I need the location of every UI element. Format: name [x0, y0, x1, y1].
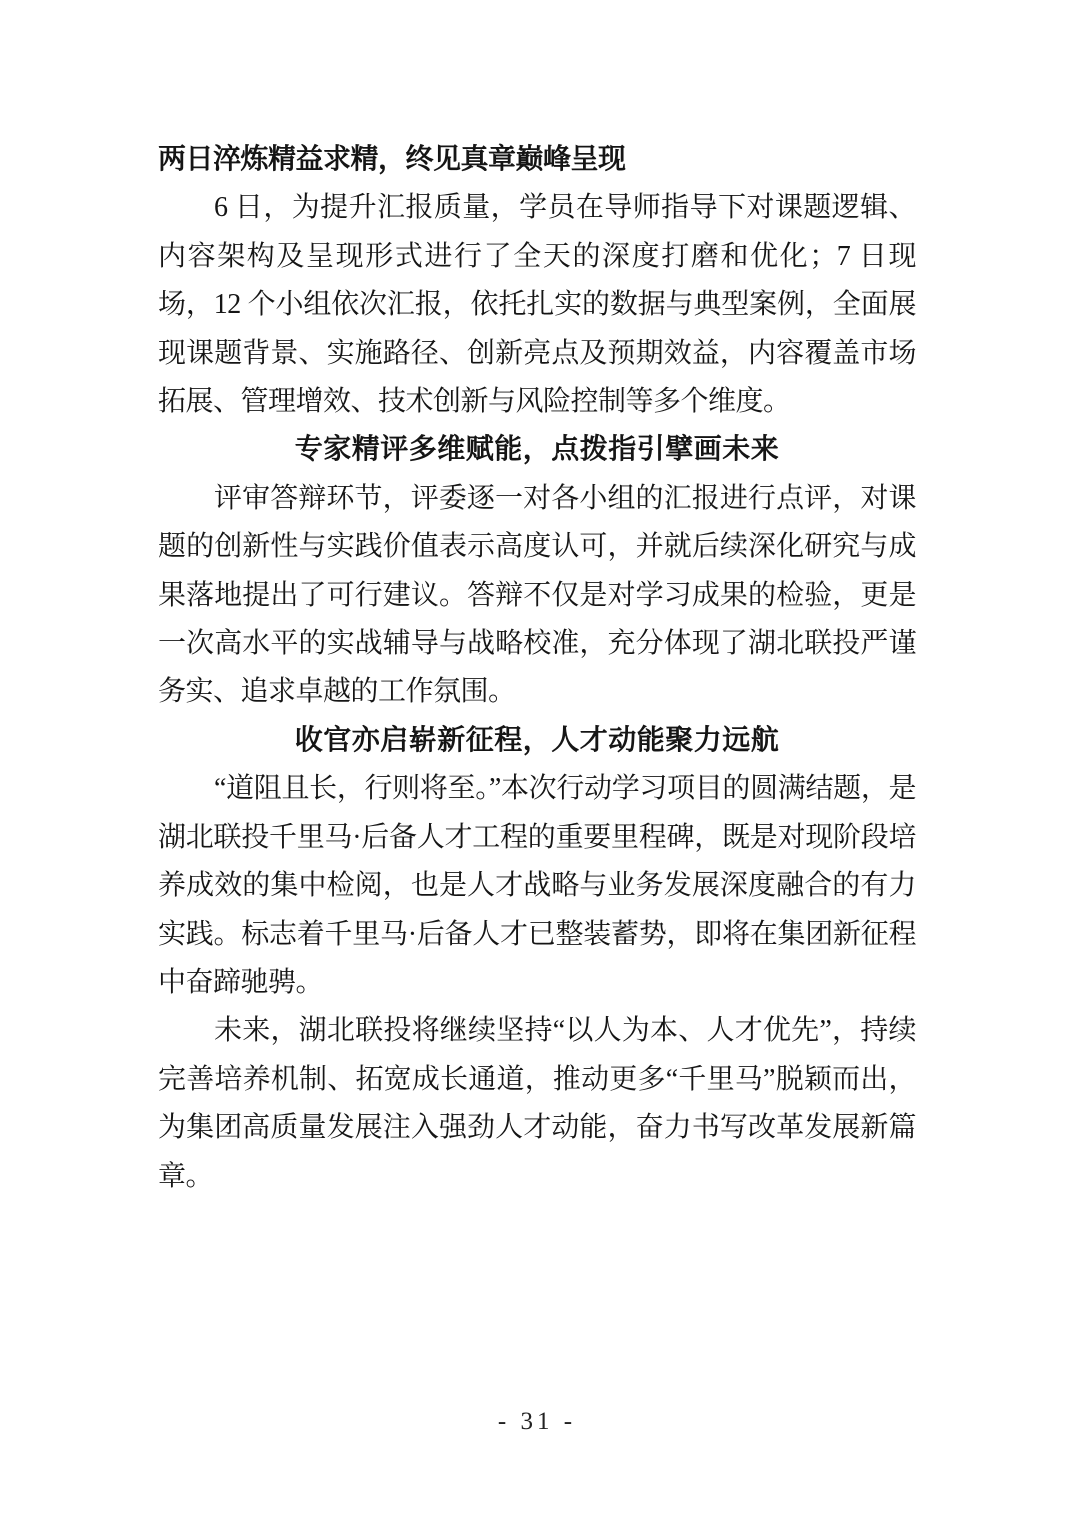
paragraph-project-milestone: “道阻且长，行则将至。”本次行动学习项目的圆满结题，是湖北联投千里马·后备人才工程的重要里程碑，既是对现阶段培养成效的集中检阅，也是人才战略与业务发展深度融合的有力实践。标志着千里马·后备人才已整装蓄势，即将在集团新征程中奋蹄驰骋。 [158, 773, 916, 998]
document-body [158, 136, 916, 1201]
paragraph-future-outlook: 未来，湖北联投将继续坚持“以人为本、人才优先”，持续完善培养机制、拓宽成长通道，推动更多“千里马”脱颖而出，为集团高质量发展注入强劲人才动能，奋力书写改革发展新篇章。 [158, 1015, 916, 1192]
section-heading-day-refinement: 两日淬炼精益求精，终见真章巅峰呈现 [158, 144, 626, 175]
page-number: - 31 - [497, 1408, 577, 1435]
section-heading-expert-review: 专家精评多维赋能，点拨指引擘画未来 [294, 434, 780, 466]
section-heading-new-journey: 收官亦启崭新征程，人才动能聚力远航 [294, 724, 780, 756]
paragraph-report-polishing: 6 日，为提升汇报质量，学员在导师指导下对课题逻辑、内容架构及呈现形式进行了全天的深度打磨和优化；7 日现场，12 个小组依次汇报，依托扎实的数据与典型案例，全面展现课题背景、实施路径、创新亮点及预期效益，内容覆盖市场拓展、管理增效、技术创新与风险控制等多个维度。 [158, 192, 916, 418]
paragraph-defense-review: 评审答辩环节，评委逐一对各小组的汇报进行点评，对课题的创新性与实践价值表示高度认可，并就后续深化研究与成果落地提出了可行建议。答辩不仅是对学习成果的检验，更是一次高水平的实战辅导与战略校准，充分体现了湖北联投严谨务实、追求卓越的工作氛围。 [158, 482, 916, 708]
